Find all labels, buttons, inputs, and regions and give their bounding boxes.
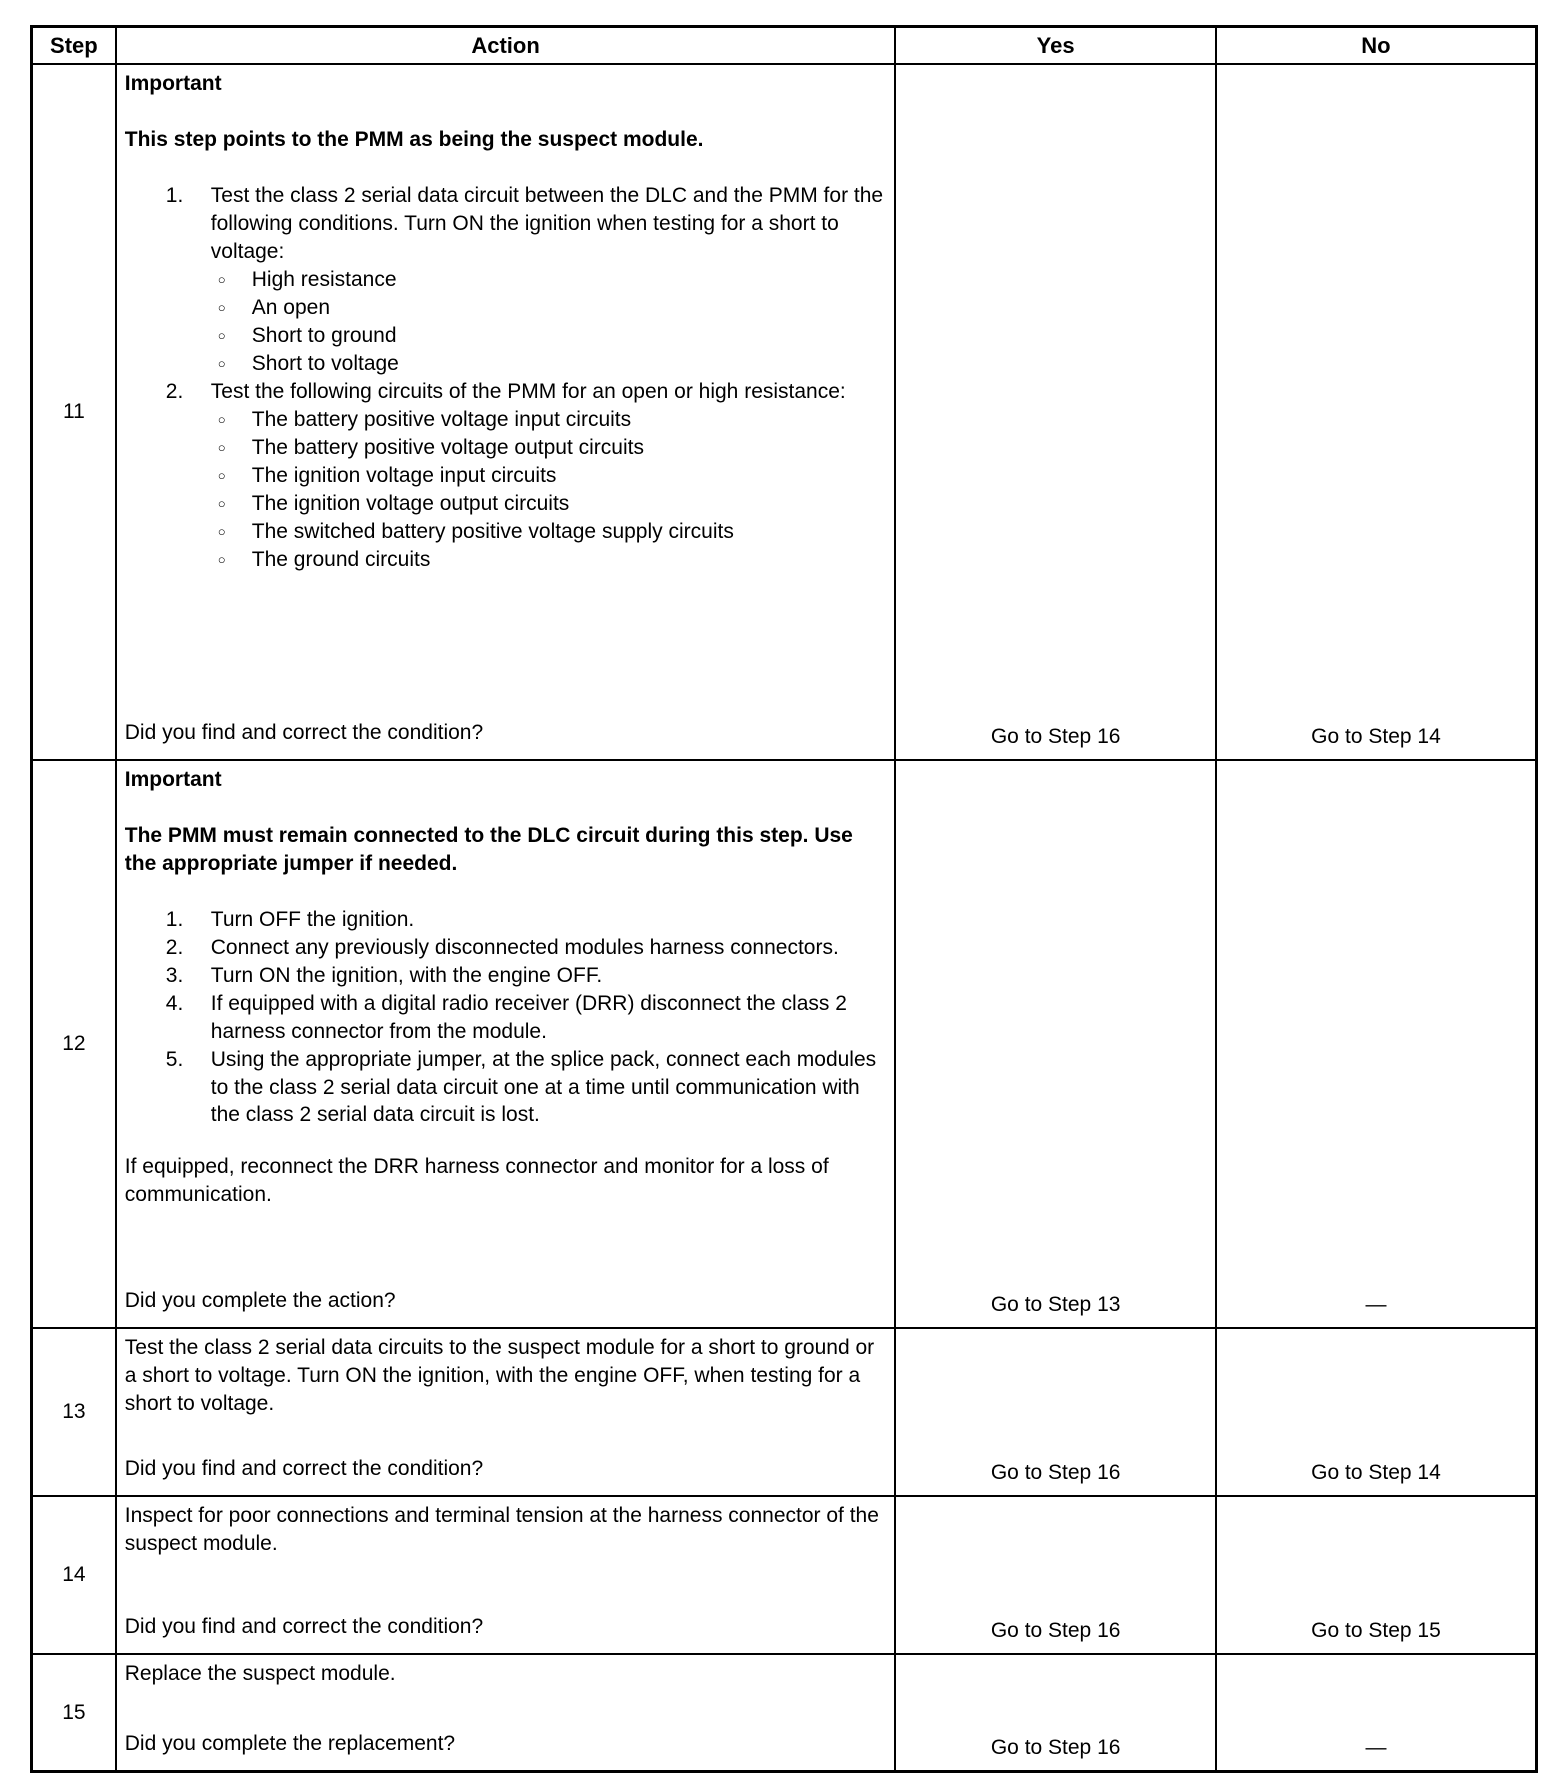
yes-answer: Go to Step 16 <box>895 1496 1216 1654</box>
table-row-step-12 <box>32 760 1537 1328</box>
action-content <box>117 761 895 1323</box>
important-label: Important <box>124 72 222 96</box>
yes-answer: Go to Step 16 <box>895 1328 1216 1496</box>
no-answer: Go to Step 15 <box>1216 1496 1537 1654</box>
circle-bullet-icon: ○ <box>217 467 226 483</box>
important-note: The PMM must remain connected to the DLC circuit during this step. Use the appropriate jumper if needed. <box>124 824 853 876</box>
table-row-step-14 <box>32 1496 1537 1654</box>
col-header-step: Step <box>32 27 116 65</box>
sub-list-item-text: Short to ground <box>251 323 397 347</box>
step-number: 15 <box>32 1654 116 1771</box>
list-item-text: If equipped with a digital radio receiver (DRR) disconnect the class 2 harness connector from the module. <box>210 991 847 1043</box>
no-answer: — <box>1216 760 1537 1328</box>
sub-list-item-text: The battery positive voltage input circuits <box>251 407 632 431</box>
list-item-text: Turn ON the ignition, with the engine OFF. <box>210 963 603 987</box>
yes-answer: Go to Step 16 <box>895 64 1216 760</box>
action-content <box>117 1655 895 1766</box>
important-note: This step points to the PMM as being the suspect module. <box>124 128 704 152</box>
no-answer: Go to Step 14 <box>1216 1328 1537 1496</box>
list-item-text: Turn OFF the ignition. <box>210 908 415 932</box>
action-cell <box>116 64 896 760</box>
action-cell <box>116 1328 896 1496</box>
sub-list <box>166 266 887 378</box>
list-item-number: 3. <box>165 963 184 987</box>
list-item-number: 5. <box>165 1047 184 1071</box>
sub-list-item-text: The ignition voltage output circuits <box>251 491 570 515</box>
sub-list <box>166 406 887 574</box>
numbered-list <box>125 906 887 1129</box>
table-row-step-13 <box>32 1328 1537 1496</box>
sub-list-item <box>218 350 887 378</box>
footnote-text: If equipped, reconnect the DRR harness connector and monitor for a loss of communication. <box>124 1155 829 1207</box>
action-content <box>117 65 895 755</box>
list-item <box>166 990 887 1046</box>
list-item <box>166 378 887 406</box>
sub-list-item-text: Short to voltage <box>251 351 399 375</box>
list-item-number: 1. <box>165 908 184 932</box>
question-text: Did you find and correct the condition? <box>124 721 484 745</box>
step-number: 13 <box>32 1328 116 1496</box>
list-item-text: Connect any previously disconnected modules harness connectors. <box>210 935 839 959</box>
sub-list-item <box>218 546 887 574</box>
header-row <box>32 27 1537 65</box>
yes-answer: Go to Step 16 <box>895 1654 1216 1771</box>
action-content <box>117 1497 895 1649</box>
list-item-number: 4. <box>165 991 184 1015</box>
circle-bullet-icon: ○ <box>217 271 226 287</box>
action-text: Test the class 2 serial data circuits to the suspect module for a short to ground or a short to voltage. Turn ON the ignition, with the engine OFF, when testing for a short to voltage. <box>124 1336 875 1416</box>
list-item-number: 2. <box>165 935 184 959</box>
no-answer: Go to Step 14 <box>1216 64 1537 760</box>
sub-list-item <box>218 434 887 462</box>
sub-list-item-text: High resistance <box>251 267 397 291</box>
action-cell <box>116 1654 896 1771</box>
sub-list-item <box>218 490 887 518</box>
yes-answer: Go to Step 13 <box>895 760 1216 1328</box>
sub-list-item-text: The ignition voltage input circuits <box>251 463 557 487</box>
action-cell <box>116 760 896 1328</box>
sub-list-item <box>218 462 887 490</box>
sub-list-item <box>218 294 887 322</box>
step-number: 14 <box>32 1496 116 1654</box>
list-item <box>166 934 887 962</box>
circle-bullet-icon: ○ <box>217 551 226 567</box>
list-item-text: Test the class 2 serial data circuit between the DLC and the PMM for the following conditions. Turn ON the ignition when testing for a short to voltage: <box>210 184 884 263</box>
diagnostic-table <box>30 25 1538 1773</box>
action-text: Replace the suspect module. <box>124 1662 396 1686</box>
sub-list-item-text: The ground circuits <box>251 547 431 571</box>
sub-list-item <box>218 322 887 350</box>
list-item <box>166 182 887 266</box>
table-row-step-15 <box>32 1654 1537 1771</box>
step-number: 11 <box>32 64 116 760</box>
list-item <box>166 1046 887 1130</box>
circle-bullet-icon: ○ <box>217 411 226 427</box>
sub-list-item-text: An open <box>251 295 331 319</box>
col-header-yes: Yes <box>895 27 1216 65</box>
list-item-text: Test the following circuits of the PMM for an open or high resistance: <box>210 379 846 403</box>
sub-list-item-text: The switched battery positive voltage supply circuits <box>251 519 734 543</box>
question-text: Did you complete the action? <box>124 1289 396 1313</box>
sub-list-item <box>218 406 887 434</box>
list-item-number: 1. <box>165 184 184 208</box>
circle-bullet-icon: ○ <box>217 327 226 343</box>
circle-bullet-icon: ○ <box>217 495 226 511</box>
action-content <box>117 1329 895 1491</box>
step-number: 12 <box>32 760 116 1328</box>
list-item-text: Using the appropriate jumper, at the splice pack, connect each modules to the class 2 serial data circuit one at a time until communication with the class 2 serial data circuit is lost. <box>210 1047 877 1127</box>
circle-bullet-icon: ○ <box>217 439 226 455</box>
circle-bullet-icon: ○ <box>217 523 226 539</box>
question-text: Did you find and correct the condition? <box>124 1615 484 1639</box>
table-row-step-11 <box>32 64 1537 760</box>
important-label: Important <box>124 768 222 792</box>
list-item <box>166 962 887 990</box>
sub-list-item <box>218 518 887 546</box>
question-text: Did you find and correct the condition? <box>124 1457 484 1481</box>
question-text: Did you complete the replacement? <box>124 1732 456 1756</box>
sub-list-item <box>218 266 887 294</box>
circle-bullet-icon: ○ <box>217 299 226 315</box>
action-cell <box>116 1496 896 1654</box>
col-header-no: No <box>1216 27 1537 65</box>
col-header-action: Action <box>116 27 896 65</box>
list-item <box>166 906 887 934</box>
action-text: Inspect for poor connections and terminal tension at the harness connector of the suspect module. <box>124 1504 879 1556</box>
sub-list-item-text: The battery positive voltage output circuits <box>251 435 644 459</box>
list-item-number: 2. <box>165 379 184 403</box>
no-answer: — <box>1216 1654 1537 1771</box>
numbered-list <box>125 182 887 574</box>
circle-bullet-icon: ○ <box>217 355 226 371</box>
